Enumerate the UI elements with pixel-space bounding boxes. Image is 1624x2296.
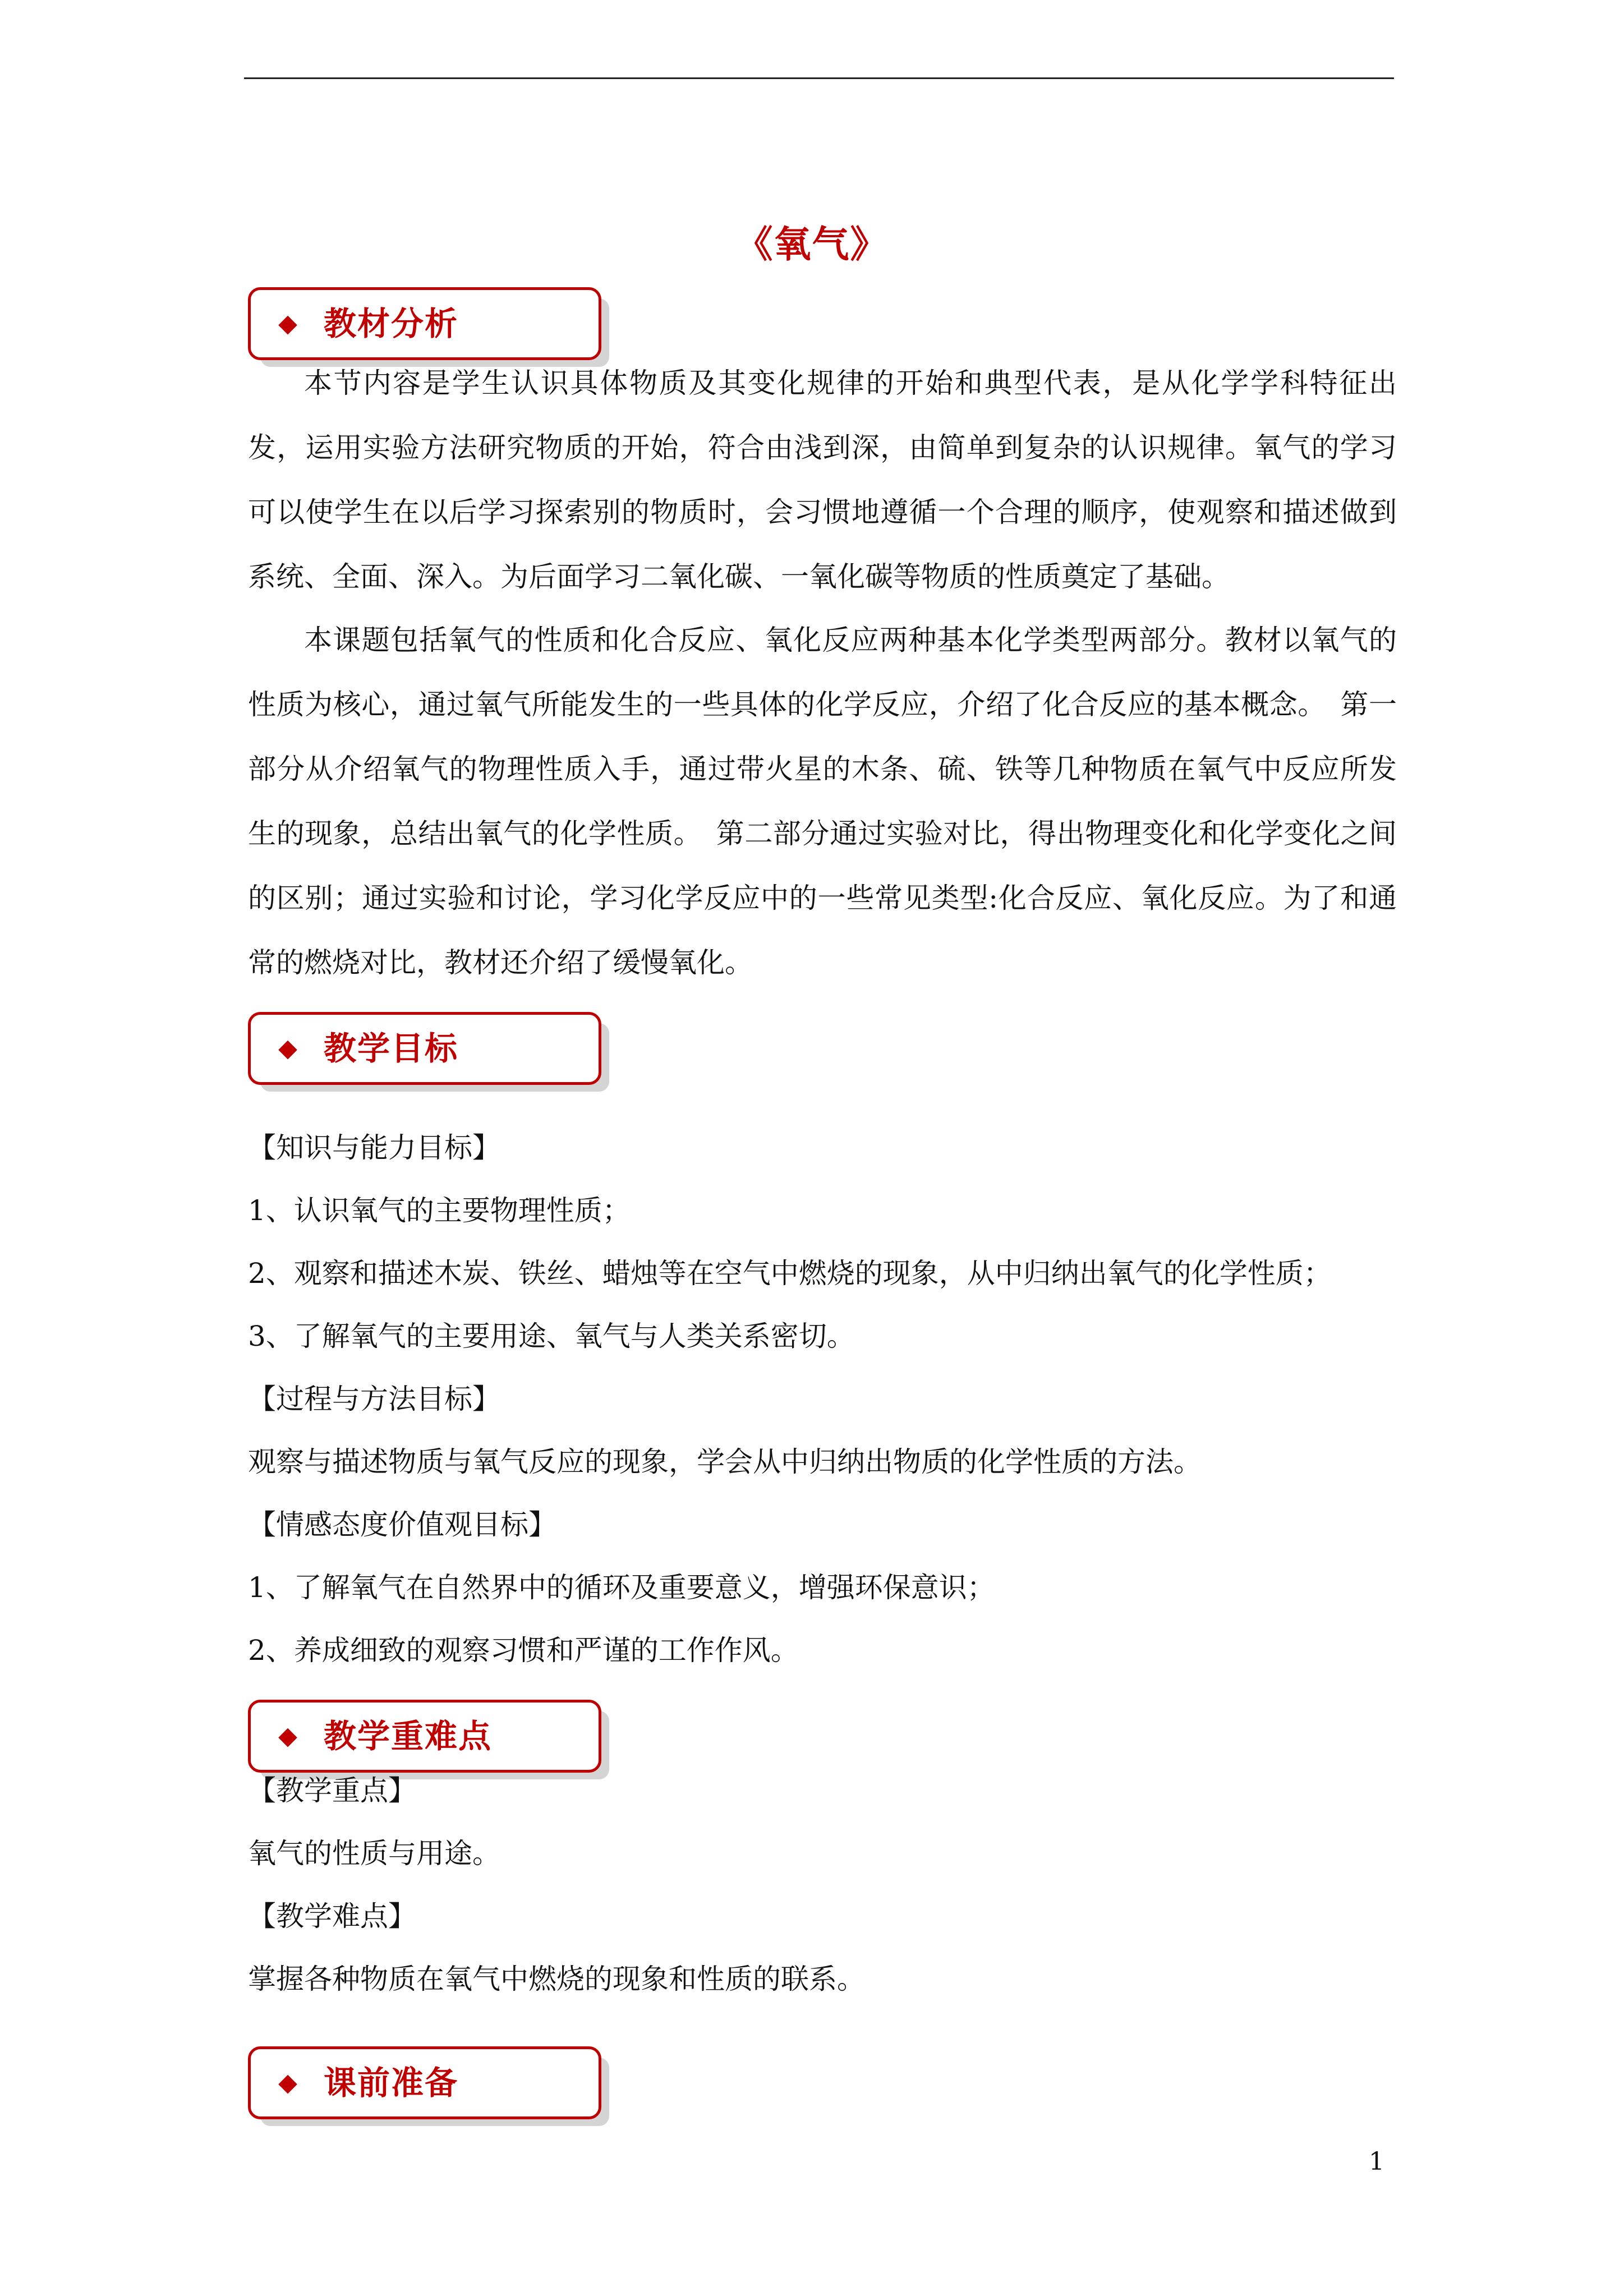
analysis-paragraph-1: 本节内容是学生认识具体物质及其变化规律的开始和典型代表，是从化学学科特征出发，运用实验方法研究物质的开始，符合由浅到深，由简单到复杂的认识规律。氧气的学习可以使学生在以后学习探索别的物质时，会习惯地遵循一个合理的顺序，使观察和描述做到系统、全面、深入。为后面学习二氧化碳、一氧化碳等物质的性质奠定了基础。 [248,367,1397,593]
section-heading-key-points [248,1700,601,1773]
section-heading-goals [248,1012,601,1085]
section-heading-label: 教材分析 [324,305,459,343]
key-point-line: 氧气的性质与用途。 [248,1837,500,1870]
diamond-bullet-icon: ◆ [278,2068,297,2097]
goal-line: 观察与描述物质与氧气反应的现象，学会从中归纳出物质的化学性质的方法。 [248,1446,1202,1478]
goal-line: 2、养成细致的观察习惯和严谨的工作作风。 [248,1634,799,1667]
section-heading-preparation [248,2046,601,2119]
page-number: 1 [1369,2147,1384,2176]
diamond-bullet-icon: ◆ [278,1722,297,1750]
header-rule [244,77,1394,79]
section-heading-analysis [248,287,601,360]
goal-line: 3、了解氧气的主要用途、氧气与人类关系密切。 [248,1320,855,1352]
diamond-bullet-icon: ◆ [278,309,297,338]
goal-line: 2、观察和描述木炭、铁丝、蜡烛等在空气中燃烧的现象，从中归纳出氧气的化学性质； [248,1257,1332,1290]
goal-line: 【知识与能力目标】 [248,1131,500,1164]
key-point-line: 掌握各种物质在氧气中燃烧的现象和性质的联系。 [248,1963,865,1995]
diamond-bullet-icon: ◆ [278,1034,297,1062]
key-point-line: 【教学重点】 [248,1774,416,1807]
key-point-line: 【教学难点】 [248,1900,416,1932]
section-heading-label: 课前准备 [324,2064,459,2102]
document-title: 《氧气》 [735,223,889,266]
goal-line: 1、认识氧气的主要物理性质； [248,1194,631,1227]
section-heading-label: 教学重难点 [324,1717,493,1755]
goal-line: 1、了解氧气在自然界中的循环及重要意义，增强环保意识； [248,1571,995,1604]
goal-line: 【情感态度价值观目标】 [248,1508,556,1541]
section-heading-label: 教学目标 [324,1029,459,1068]
analysis-paragraph-2: 本课题包括氧气的性质和化合反应、氧化反应两种基本化学类型两部分。教材以氧气的性质为核心，通过氧气所能发生的一些具体的化学反应，介绍了化合反应的基本概念。 第一部分从介绍氧气的物理性质入手，通过带火星的木条、硫、铁等几种物质在氧气中反应所发生的现象，总结出氧气的化学性质。 第二部分通过实验对比，得出物理变化和化学变化之间的区别；通过实验和讨论，学习化学反应中的一些常见类型:化合反应、氧化反应。为了和通常的燃烧对比，教材还介绍了缓慢氧化。 [248,624,1397,979]
goal-line: 【过程与方法目标】 [248,1383,500,1415]
